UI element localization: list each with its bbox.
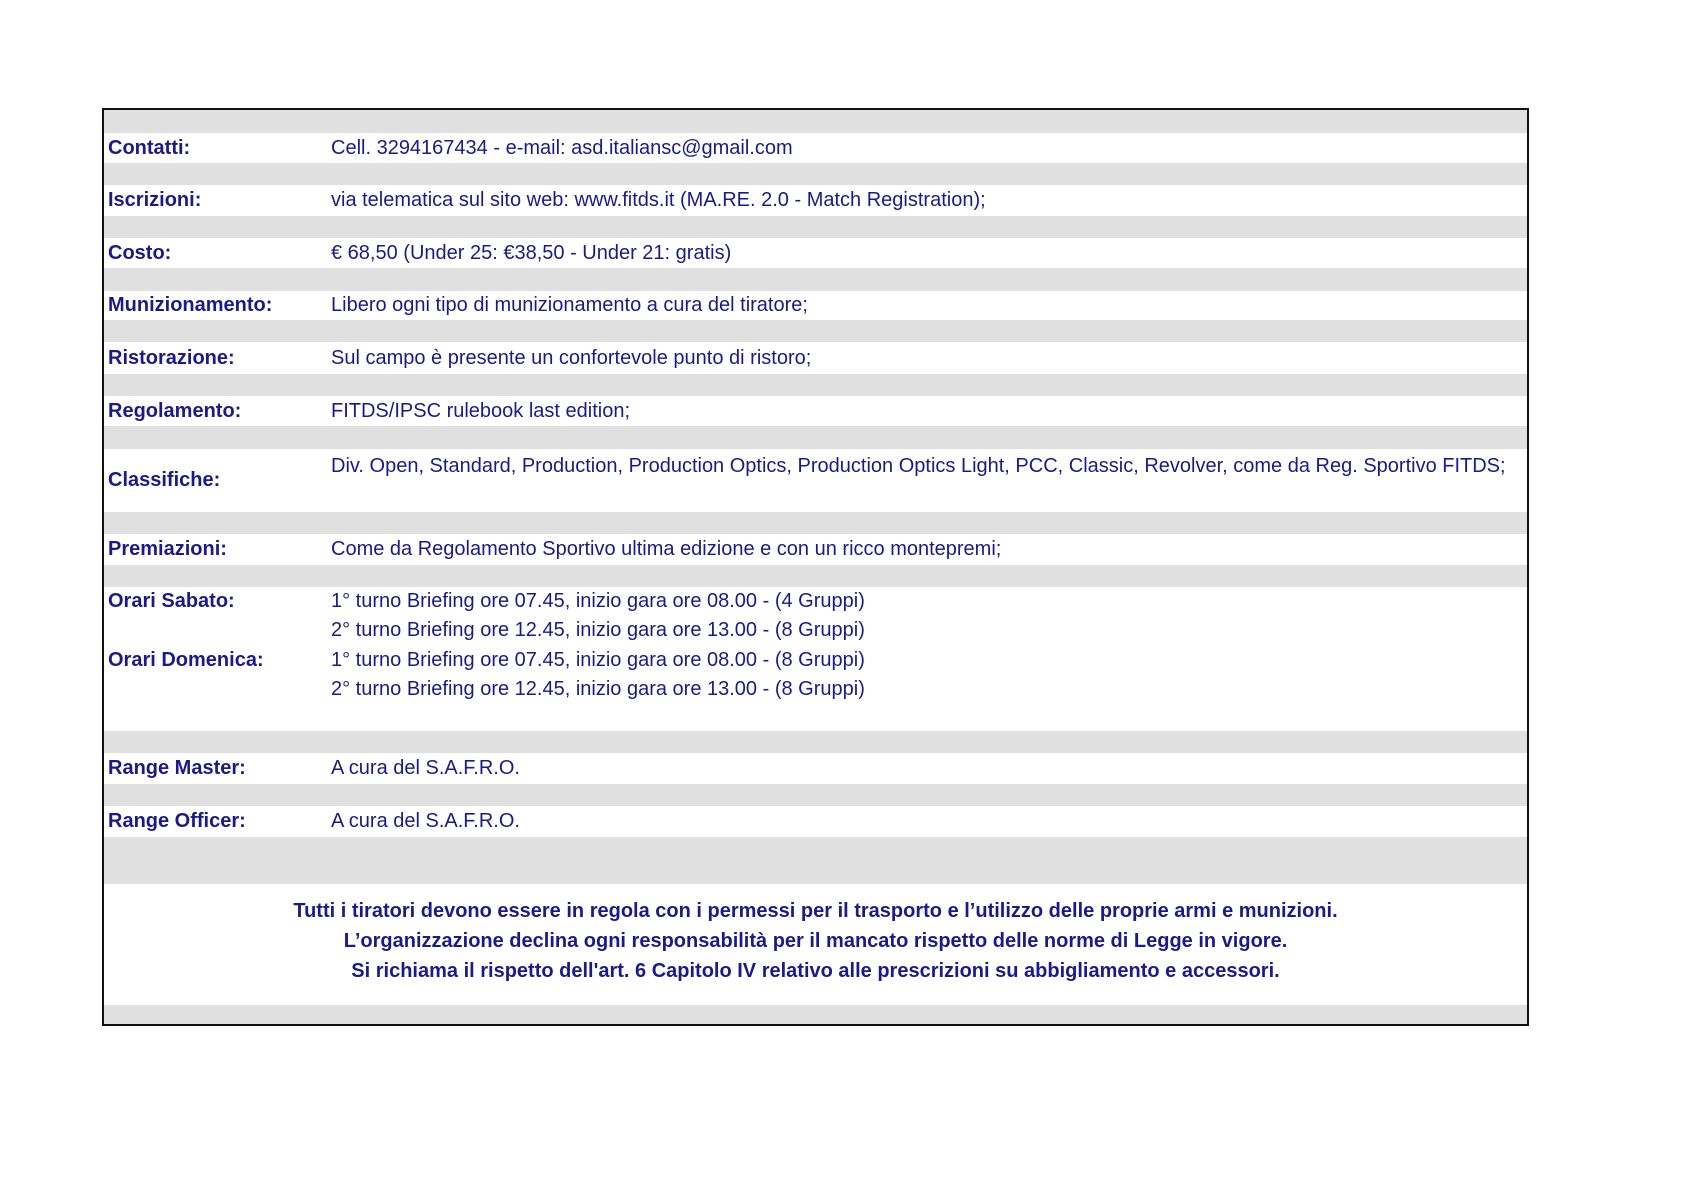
row-classifiche <box>104 449 1527 512</box>
separator-band <box>104 784 1527 806</box>
footer-notice <box>104 884 1527 1005</box>
orari-sabato-label: Orari Sabato: <box>108 590 235 612</box>
orari-sabato-turno-1: 1° turno Briefing ore 07.45, inizio gara ore 08.00 - (4 Gruppi) <box>331 590 865 612</box>
separator-band <box>104 426 1527 449</box>
separator-band <box>104 163 1527 185</box>
footer-line-abbigliamento: Si richiama il rispetto dell'art. 6 Capitolo IV relativo alle prescrizioni su abbigliamento e accessori. <box>351 960 1280 982</box>
munizionamento-value: Libero ogni tipo di munizionamento a cura del tiratore; <box>331 294 808 316</box>
premiazioni-value: Come da Regolamento Sportivo ultima edizione e con un ricco montepremi; <box>331 538 1002 560</box>
row-contatti <box>104 133 1527 163</box>
row-regolamento <box>104 396 1527 426</box>
row-orari <box>104 587 1527 731</box>
contatti-label: Contatti: <box>108 137 191 159</box>
separator-band <box>104 216 1527 238</box>
separator-band <box>104 512 1527 534</box>
munizionamento-label: Munizionamento: <box>108 294 273 316</box>
separator-band <box>104 268 1527 291</box>
orari-domenica-label: Orari Domenica: <box>108 649 264 671</box>
row-costo <box>104 238 1527 268</box>
orari-domenica-turno-1: 1° turno Briefing ore 07.45, inizio gara ore 08.00 - (8 Gruppi) <box>331 649 865 671</box>
separator-band <box>104 374 1527 396</box>
row-iscrizioni <box>104 185 1527 216</box>
separator-band <box>104 837 1527 884</box>
range-officer-value: A cura del S.A.F.R.O. <box>331 810 520 832</box>
ristorazione-value: Sul campo è presente un confortevole punto di ristoro; <box>331 347 812 369</box>
separator-band <box>104 731 1527 753</box>
row-range-officer <box>104 806 1527 837</box>
regolamento-value: FITDS/IPSC rulebook last edition; <box>331 400 631 422</box>
costo-label: Costo: <box>108 242 172 264</box>
separator-band <box>104 320 1527 342</box>
contatti-value: Cell. 3294167434 - e-mail: asd.italiansc@gmail.com <box>331 137 793 159</box>
orari-domenica-turno-2: 2° turno Briefing ore 12.45, inizio gara ore 13.00 - (8 Gruppi) <box>331 678 865 700</box>
range-officer-label: Range Officer: <box>108 810 246 832</box>
regolamento-label: Regolamento: <box>108 400 242 422</box>
footer-line-permessi: Tutti i tiratori devono essere in regola con i permessi per il trasporto e l’utilizzo delle proprie armi e munizioni. <box>293 900 1338 922</box>
costo-value: € 68,50 (Under 25: €38,50 - Under 21: gratis) <box>331 242 732 264</box>
row-munizionamento <box>104 291 1527 320</box>
iscrizioni-label: Iscrizioni: <box>108 189 202 211</box>
footer-line-responsabilita: L’organizzazione declina ogni responsabilità per il mancato rispetto delle norme di Legge in vigore. <box>343 930 1288 952</box>
row-premiazioni <box>104 534 1527 565</box>
classifiche-label: Classifiche: <box>108 469 221 491</box>
row-range-master <box>104 753 1527 784</box>
row-ristorazione <box>104 342 1527 374</box>
premiazioni-label: Premiazioni: <box>108 538 227 560</box>
separator-band <box>104 1005 1527 1026</box>
separator-band <box>104 565 1527 587</box>
info-sheet <box>102 108 1529 1026</box>
orari-sabato-turno-2: 2° turno Briefing ore 12.45, inizio gara ore 13.00 - (8 Gruppi) <box>331 619 865 641</box>
range-master-value: A cura del S.A.F.R.O. <box>331 757 520 779</box>
separator-band <box>104 110 1527 133</box>
classifiche-value: Div. Open, Standard, Production, Production Optics, Production Optics Light, PCC, Classic, Revolver, come da Reg. Sportivo FITDS; <box>331 455 1506 477</box>
iscrizioni-value: via telematica sul sito web: www.fitds.it (MA.RE. 2.0 - Match Registration); <box>331 189 986 211</box>
ristorazione-label: Ristorazione: <box>108 347 235 369</box>
range-master-label: Range Master: <box>108 757 246 779</box>
